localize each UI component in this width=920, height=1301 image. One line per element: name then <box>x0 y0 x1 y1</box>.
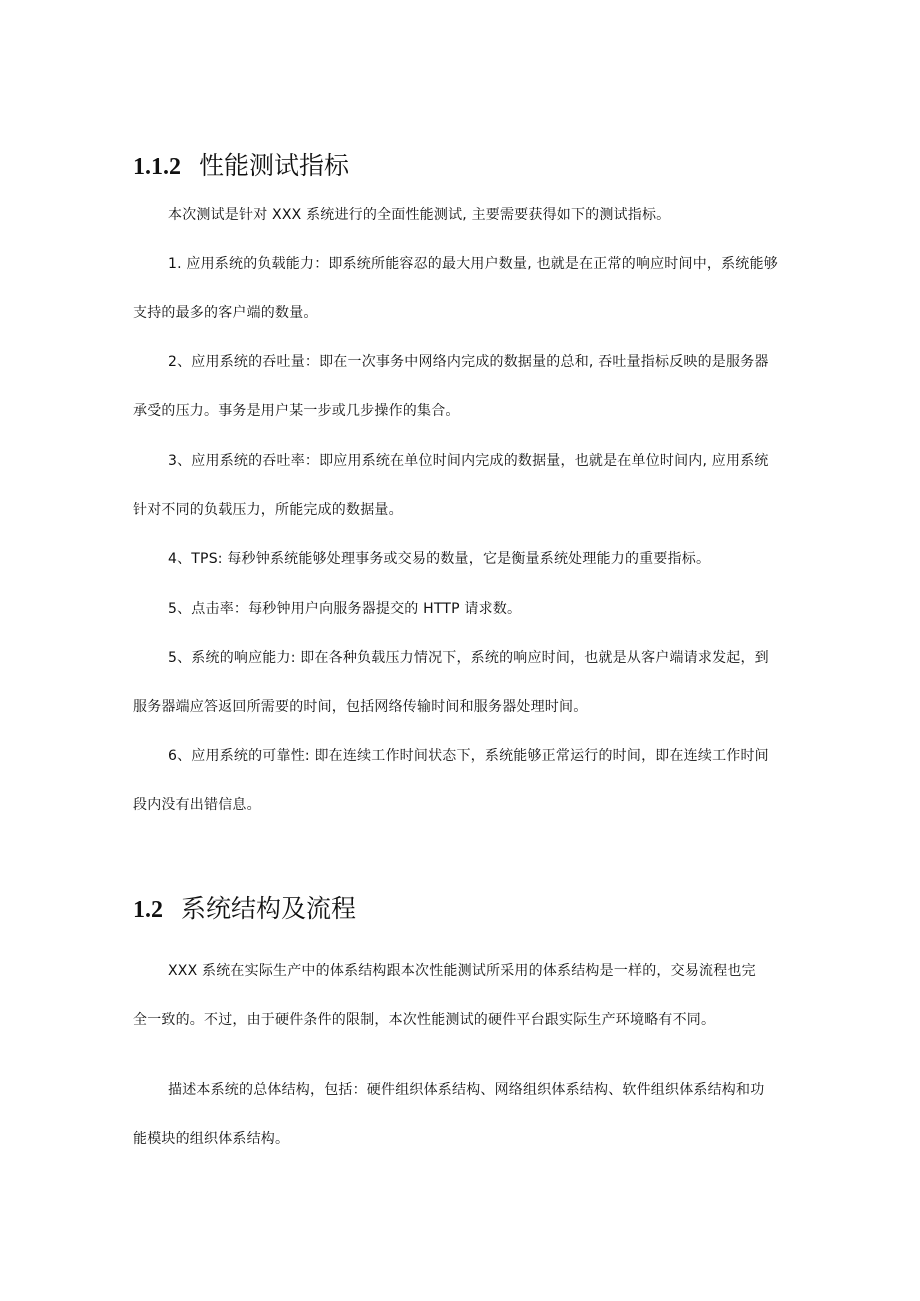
section-heading-1-2 <box>133 889 356 925</box>
section-title: 系统结构及流程 <box>181 894 357 923</box>
paragraph-line: 针对不同的负载压力，所能完成的数据量。 <box>133 502 403 518</box>
paragraph-line: 承受的压力。事务是用户某一步或几步操作的集合。 <box>133 403 460 419</box>
section-title: 性能测试指标 <box>199 151 350 180</box>
paragraph-line: 全一致的。不过，由于硬件条件的限制，本次性能测试的硬件平台跟实际生产环境略有不同。 <box>133 1012 716 1028</box>
paragraph-line: 描述本系统的总体结构，包括：硬件组织体系结构、网络组织体系结构、软件组织体系结构和功 <box>168 1082 765 1098</box>
paragraph-line: 能模块的组织体系结构。 <box>133 1131 290 1147</box>
paragraph-line: 段内没有出错信息。 <box>133 797 261 813</box>
paragraph-line: 本次测试是针对 XXX 系统进行的全面性能测试, 主要需要获得如下的测试指标。 <box>168 207 671 223</box>
section-number: 1.2 <box>133 897 163 923</box>
section-heading-1-1-2 <box>133 146 349 182</box>
section-number: 1.1.2 <box>133 154 181 180</box>
paragraph-line: XXX 系统在实际生产中的体系结构跟本次性能测试所采用的体系结构是一样的，交易流程也完 <box>168 963 756 979</box>
paragraph-line: 5、系统的响应能力: 即在各种负载压力情况下，系统的响应时间，也就是从客户端请求发起，到 <box>168 650 769 666</box>
paragraph-line: 5、点击率：每秒钟用户向服务器提交的 HTTP 请求数。 <box>168 601 522 617</box>
paragraph-line: 2、应用系统的吞吐量：即在一次事务中网络内完成的数据量的总和, 吞吐量指标反映的是服务器 <box>168 354 769 370</box>
paragraph-line: 3、应用系统的吞吐率：即应用系统在单位时间内完成的数据量，也就是在单位时间内, 应用系统 <box>168 453 769 469</box>
paragraph-line: 4、TPS: 每秒钟系统能够处理事务或交易的数量，它是衡量系统处理能力的重要指标。 <box>168 551 711 567</box>
paragraph-line: 服务器端应答返回所需要的时间，包括网络传输时间和服务器处理时间。 <box>133 699 588 715</box>
paragraph-line: 1. 应用系统的负载能力：即系统所能容忍的最大用户数量, 也就是在正常的响应时间中，系统能够 <box>168 256 778 272</box>
paragraph-line: 6、应用系统的可靠性: 即在连续工作时间状态下，系统能够正常运行的时间，即在连续工作时间 <box>168 748 769 764</box>
paragraph-line: 支持的最多的客户端的数量。 <box>133 305 318 321</box>
